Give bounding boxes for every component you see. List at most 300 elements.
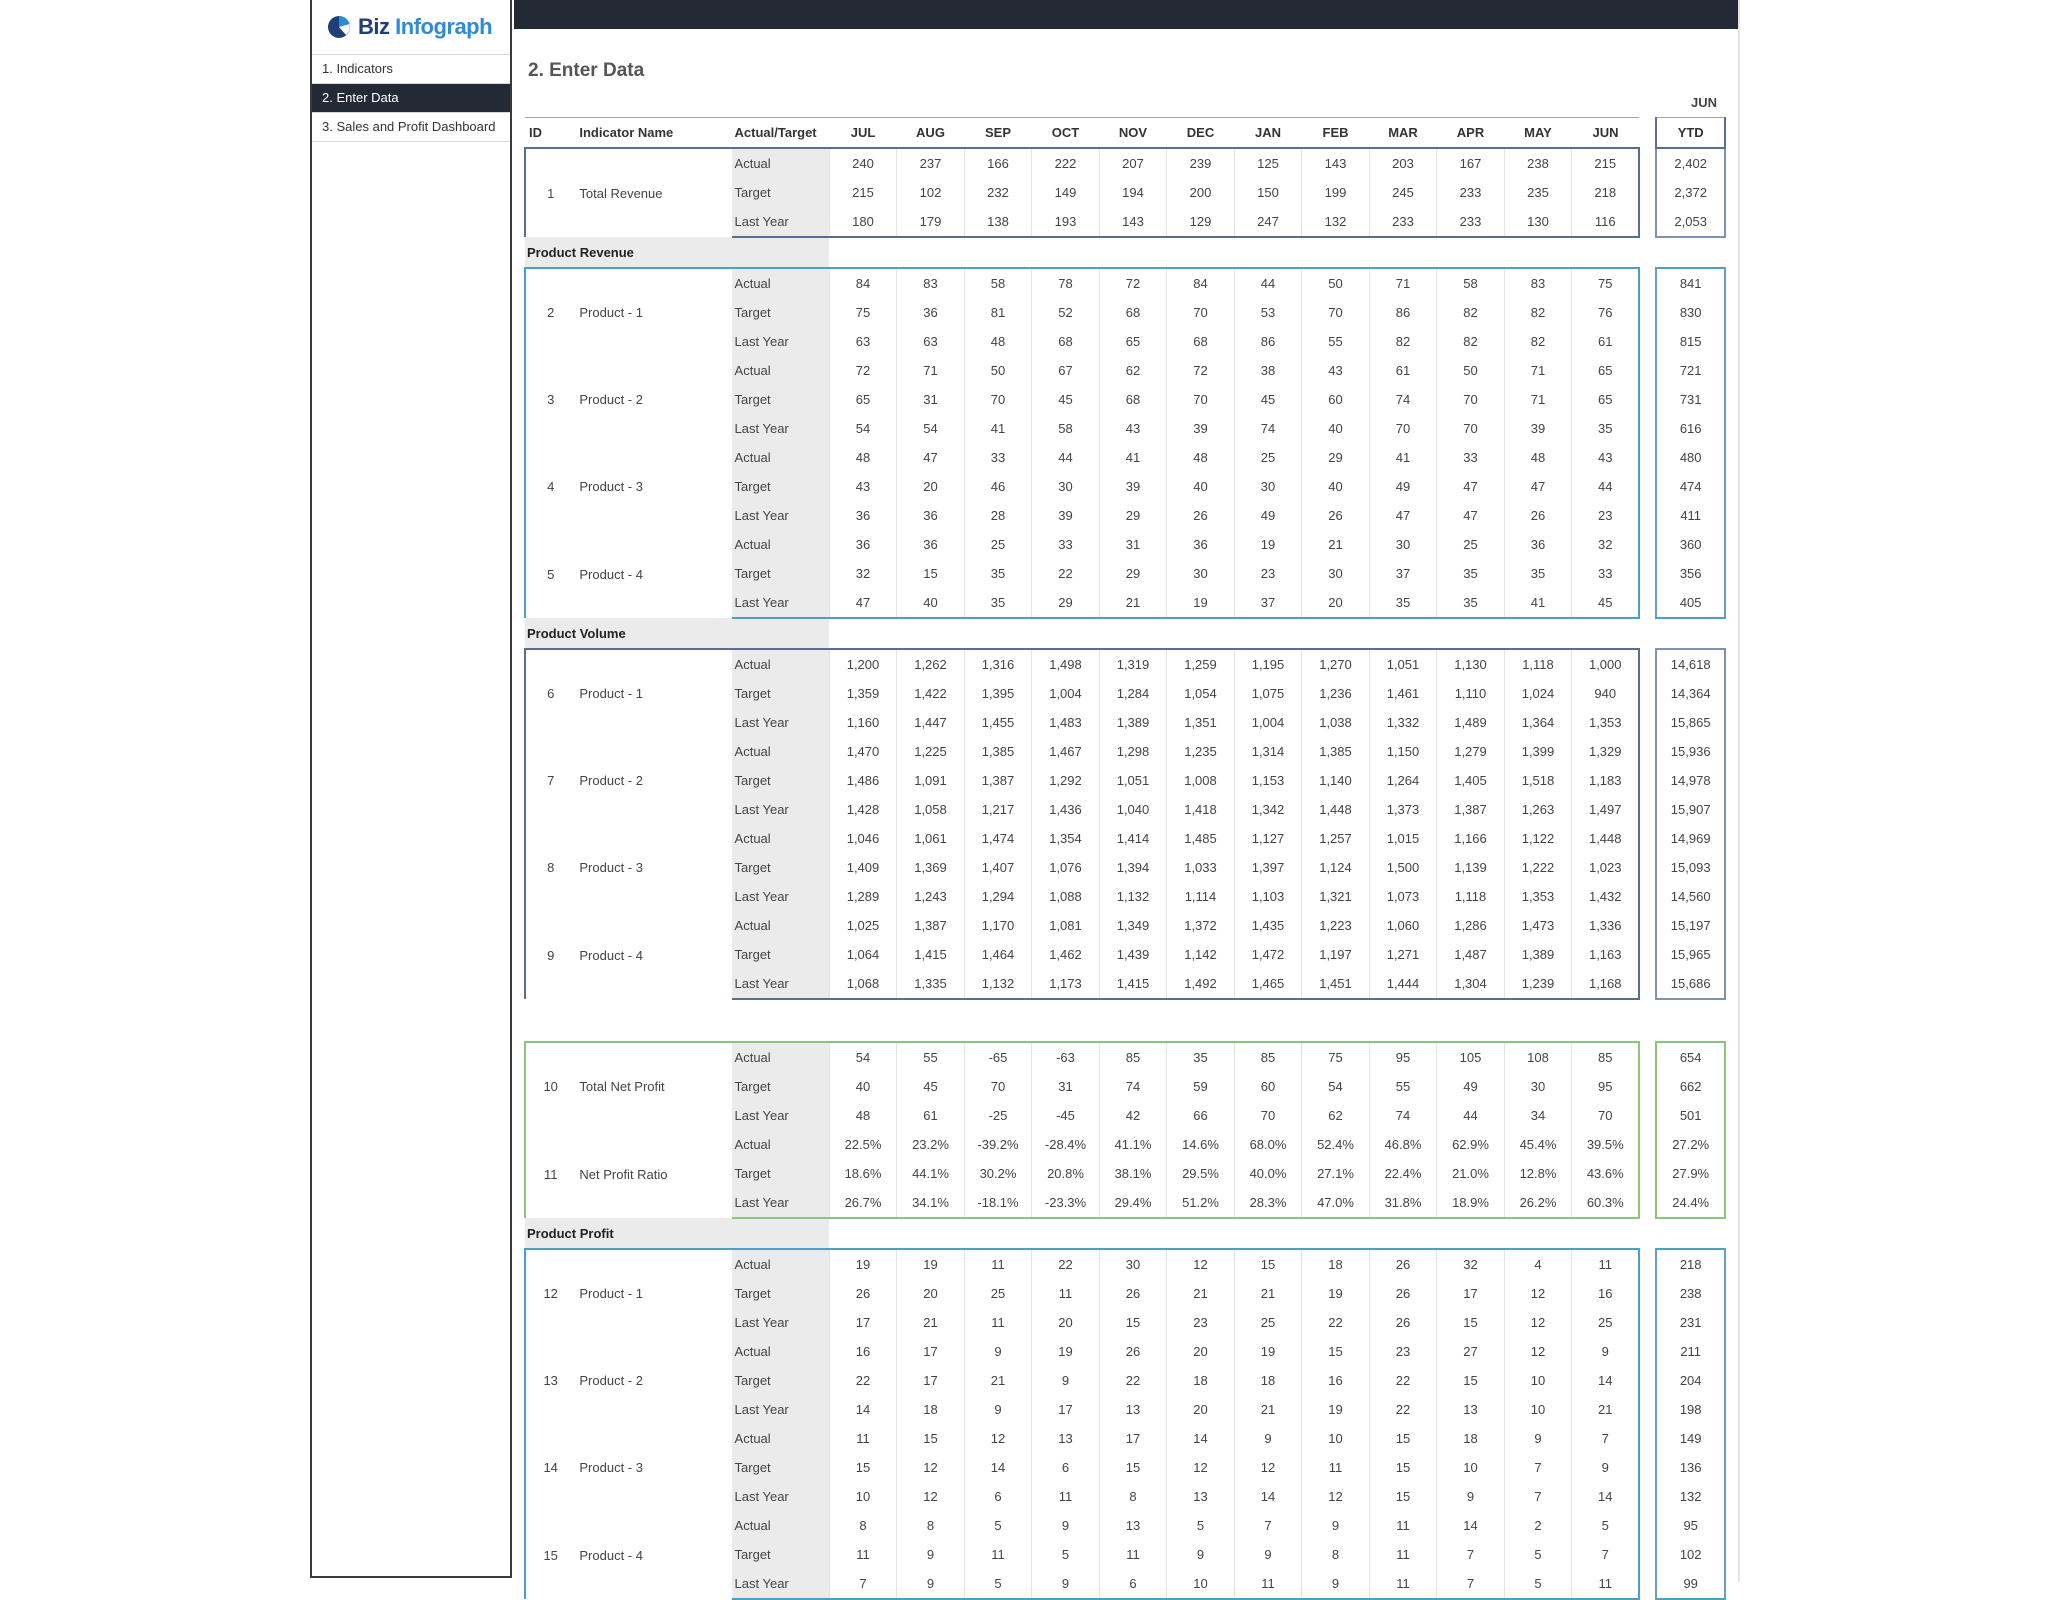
value-cell[interactable]: 1,432	[1572, 882, 1640, 911]
value-cell[interactable]: 7	[829, 1569, 897, 1599]
value-cell[interactable]: 74	[1234, 414, 1302, 443]
value-cell[interactable]: 7	[1504, 1482, 1572, 1511]
value-cell[interactable]: 14	[964, 1453, 1032, 1482]
value-cell[interactable]: 1,122	[1504, 824, 1572, 853]
value-cell[interactable]: 70	[1167, 385, 1235, 414]
value-cell[interactable]: 1,487	[1437, 940, 1505, 969]
logo[interactable]	[312, 0, 510, 55]
value-cell[interactable]: 35	[964, 588, 1032, 618]
value-cell[interactable]: 62	[1099, 356, 1167, 385]
value-cell[interactable]: 10	[1302, 1424, 1370, 1453]
value-cell[interactable]: 1,447	[897, 708, 965, 737]
value-cell[interactable]: 23	[1234, 559, 1302, 588]
value-cell[interactable]: 18	[1167, 1366, 1235, 1395]
value-cell[interactable]: 21	[964, 1366, 1032, 1395]
value-cell[interactable]: 35	[1504, 559, 1572, 588]
value-cell[interactable]: 240	[829, 148, 897, 178]
value-cell[interactable]: 1,439	[1099, 940, 1167, 969]
value-cell[interactable]: 1,239	[1504, 969, 1572, 999]
value-cell[interactable]: 1,387	[897, 911, 965, 940]
value-cell[interactable]: 9	[1437, 1482, 1505, 1511]
value-cell[interactable]: 58	[1032, 414, 1100, 443]
value-cell[interactable]: 6	[1099, 1569, 1167, 1599]
value-cell[interactable]: 47	[1437, 472, 1505, 501]
value-cell[interactable]: 1,060	[1369, 911, 1437, 940]
value-cell[interactable]: 78	[1032, 268, 1100, 298]
value-cell[interactable]: 54	[829, 414, 897, 443]
value-cell[interactable]: 44.1%	[897, 1159, 965, 1188]
value-cell[interactable]: 23	[1167, 1308, 1235, 1337]
value-cell[interactable]: 74	[1099, 1072, 1167, 1101]
value-cell[interactable]: 11	[964, 1308, 1032, 1337]
value-cell[interactable]: 26	[829, 1279, 897, 1308]
value-cell[interactable]: 48	[964, 327, 1032, 356]
value-cell[interactable]: 1,335	[897, 969, 965, 999]
value-cell[interactable]: 14	[1437, 1511, 1505, 1540]
value-cell[interactable]: -63	[1032, 1042, 1100, 1072]
value-cell[interactable]: 26	[1099, 1337, 1167, 1366]
value-cell[interactable]: 55	[1302, 327, 1370, 356]
value-cell[interactable]: 70	[1437, 385, 1505, 414]
value-cell[interactable]: 40	[1167, 472, 1235, 501]
value-cell[interactable]: 1,409	[829, 853, 897, 882]
value-cell[interactable]: 1,405	[1437, 766, 1505, 795]
value-cell[interactable]: 1,428	[829, 795, 897, 824]
value-cell[interactable]: 11	[1032, 1279, 1100, 1308]
value-cell[interactable]: 46	[964, 472, 1032, 501]
value-cell[interactable]: 36	[897, 298, 965, 327]
value-cell[interactable]: 33	[1437, 443, 1505, 472]
value-cell[interactable]: 27	[1437, 1337, 1505, 1366]
value-cell[interactable]: 1,033	[1167, 853, 1235, 882]
value-cell[interactable]: 84	[1167, 268, 1235, 298]
value-cell[interactable]: 30	[1302, 559, 1370, 588]
value-cell[interactable]: 17	[897, 1366, 965, 1395]
value-cell[interactable]: 12	[1504, 1279, 1572, 1308]
value-cell[interactable]: 1,329	[1572, 737, 1640, 766]
value-cell[interactable]: 47	[897, 443, 965, 472]
value-cell[interactable]: 1,075	[1234, 679, 1302, 708]
value-cell[interactable]: 82	[1504, 298, 1572, 327]
value-cell[interactable]: 22	[829, 1366, 897, 1395]
value-cell[interactable]: 25	[1234, 1308, 1302, 1337]
value-cell[interactable]: 31.8%	[1369, 1188, 1437, 1218]
value-cell[interactable]: 11	[1572, 1249, 1640, 1279]
value-cell[interactable]: 21	[1167, 1279, 1235, 1308]
value-cell[interactable]: 1,262	[897, 649, 965, 679]
value-cell[interactable]: 11	[1099, 1540, 1167, 1569]
value-cell[interactable]: 1,170	[964, 911, 1032, 940]
value-cell[interactable]: 44	[1437, 1101, 1505, 1130]
value-cell[interactable]: 26	[1167, 501, 1235, 530]
value-cell[interactable]: 49	[1369, 472, 1437, 501]
value-cell[interactable]: 1,369	[897, 853, 965, 882]
value-cell[interactable]: 19	[1032, 1337, 1100, 1366]
value-cell[interactable]: 81	[964, 298, 1032, 327]
value-cell[interactable]: 1,321	[1302, 882, 1370, 911]
value-cell[interactable]: 1,418	[1167, 795, 1235, 824]
value-cell[interactable]: 16	[1302, 1366, 1370, 1395]
value-cell[interactable]: 68	[1099, 385, 1167, 414]
value-cell[interactable]: 37	[1234, 588, 1302, 618]
value-cell[interactable]: 1,336	[1572, 911, 1640, 940]
value-cell[interactable]: 1,076	[1032, 853, 1100, 882]
value-cell[interactable]: 31	[1099, 530, 1167, 559]
value-cell[interactable]: 19	[1234, 1337, 1302, 1366]
value-cell[interactable]: 33	[1032, 530, 1100, 559]
value-cell[interactable]: 167	[1437, 148, 1505, 178]
value-cell[interactable]: 233	[1437, 178, 1505, 207]
value-cell[interactable]: 1,073	[1369, 882, 1437, 911]
value-cell[interactable]: 1,163	[1572, 940, 1640, 969]
value-cell[interactable]: 1,225	[897, 737, 965, 766]
value-cell[interactable]: 26.2%	[1504, 1188, 1572, 1218]
value-cell[interactable]: 215	[829, 178, 897, 207]
value-cell[interactable]: 17	[1437, 1279, 1505, 1308]
value-cell[interactable]: 1,289	[829, 882, 897, 911]
value-cell[interactable]: 14	[1572, 1482, 1640, 1511]
value-cell[interactable]: 36	[897, 501, 965, 530]
value-cell[interactable]: 17	[1099, 1424, 1167, 1453]
value-cell[interactable]: 9	[1572, 1453, 1640, 1482]
value-cell[interactable]: 48	[829, 443, 897, 472]
value-cell[interactable]: 9	[1234, 1540, 1302, 1569]
value-cell[interactable]: 33	[1572, 559, 1640, 588]
value-cell[interactable]: 60	[1234, 1072, 1302, 1101]
value-cell[interactable]: 29	[1099, 501, 1167, 530]
value-cell[interactable]: 35	[1437, 588, 1505, 618]
value-cell[interactable]: 68	[1099, 298, 1167, 327]
value-cell[interactable]: 67	[1032, 356, 1100, 385]
value-cell[interactable]: 1,314	[1234, 737, 1302, 766]
value-cell[interactable]: 15	[1437, 1308, 1505, 1337]
value-cell[interactable]: 11	[1302, 1453, 1370, 1482]
value-cell[interactable]: 194	[1099, 178, 1167, 207]
value-cell[interactable]: 1,118	[1437, 882, 1505, 911]
value-cell[interactable]: 1,127	[1234, 824, 1302, 853]
value-cell[interactable]: 1,395	[964, 679, 1032, 708]
value-cell[interactable]: 1,004	[1234, 708, 1302, 737]
value-cell[interactable]: 72	[1099, 268, 1167, 298]
value-cell[interactable]: 1,064	[829, 940, 897, 969]
value-cell[interactable]: 1,023	[1572, 853, 1640, 882]
value-cell[interactable]: 7	[1437, 1540, 1505, 1569]
value-cell[interactable]: 132	[1302, 207, 1370, 237]
value-cell[interactable]: 28.3%	[1234, 1188, 1302, 1218]
value-cell[interactable]: 42	[1099, 1101, 1167, 1130]
value-cell[interactable]: 9	[1572, 1337, 1640, 1366]
value-cell[interactable]: 125	[1234, 148, 1302, 178]
value-cell[interactable]: 62	[1302, 1101, 1370, 1130]
value-cell[interactable]: 11	[829, 1540, 897, 1569]
value-cell[interactable]: 68	[1032, 327, 1100, 356]
value-cell[interactable]: 21.0%	[1437, 1159, 1505, 1188]
value-cell[interactable]: 1,387	[964, 766, 1032, 795]
value-cell[interactable]: 20	[897, 1279, 965, 1308]
value-cell[interactable]: 11	[1369, 1540, 1437, 1569]
value-cell[interactable]: 1,422	[897, 679, 965, 708]
value-cell[interactable]: 1,173	[1032, 969, 1100, 999]
value-cell[interactable]: 29	[1302, 443, 1370, 472]
value-cell[interactable]: 36	[829, 530, 897, 559]
value-cell[interactable]: 54	[1302, 1072, 1370, 1101]
value-cell[interactable]: 71	[1504, 356, 1572, 385]
value-cell[interactable]: 22	[1369, 1366, 1437, 1395]
value-cell[interactable]: 20	[897, 472, 965, 501]
value-cell[interactable]: 203	[1369, 148, 1437, 178]
value-cell[interactable]: 12	[964, 1424, 1032, 1453]
value-cell[interactable]: 95	[1369, 1042, 1437, 1072]
value-cell[interactable]: 52.4%	[1302, 1130, 1370, 1159]
value-cell[interactable]: 1,359	[829, 679, 897, 708]
value-cell[interactable]: 1,217	[964, 795, 1032, 824]
value-cell[interactable]: 1,168	[1572, 969, 1640, 999]
value-cell[interactable]: 18	[1437, 1424, 1505, 1453]
value-cell[interactable]: 207	[1099, 148, 1167, 178]
value-cell[interactable]: 15	[1369, 1424, 1437, 1453]
value-cell[interactable]: 1,140	[1302, 766, 1370, 795]
value-cell[interactable]: 48	[829, 1101, 897, 1130]
value-cell[interactable]: 19	[1167, 588, 1235, 618]
value-cell[interactable]: 13	[1167, 1482, 1235, 1511]
value-cell[interactable]: 63	[829, 327, 897, 356]
value-cell[interactable]: 18	[897, 1395, 965, 1424]
value-cell[interactable]: 20	[1032, 1308, 1100, 1337]
value-cell[interactable]: 22.4%	[1369, 1159, 1437, 1188]
value-cell[interactable]: 25	[964, 530, 1032, 559]
value-cell[interactable]: 15	[897, 559, 965, 588]
value-cell[interactable]: 1,332	[1369, 708, 1437, 737]
value-cell[interactable]: 60	[1302, 385, 1370, 414]
value-cell[interactable]: 1,132	[1099, 882, 1167, 911]
value-cell[interactable]: 66	[1167, 1101, 1235, 1130]
value-cell[interactable]: 71	[1369, 268, 1437, 298]
value-cell[interactable]: 62.9%	[1437, 1130, 1505, 1159]
value-cell[interactable]: 18	[1302, 1249, 1370, 1279]
value-cell[interactable]: 70	[1234, 1101, 1302, 1130]
value-cell[interactable]: 11	[829, 1424, 897, 1453]
value-cell[interactable]: 1,349	[1099, 911, 1167, 940]
value-cell[interactable]: 36	[897, 530, 965, 559]
value-cell[interactable]: 1,489	[1437, 708, 1505, 737]
value-cell[interactable]: 50	[964, 356, 1032, 385]
value-cell[interactable]: 15	[1369, 1482, 1437, 1511]
value-cell[interactable]: 85	[1234, 1042, 1302, 1072]
value-cell[interactable]: -25	[964, 1101, 1032, 1130]
value-cell[interactable]: 72	[829, 356, 897, 385]
value-cell[interactable]: 1,061	[897, 824, 965, 853]
value-cell[interactable]: 1,008	[1167, 766, 1235, 795]
value-cell[interactable]: 61	[1369, 356, 1437, 385]
value-cell[interactable]: 1,373	[1369, 795, 1437, 824]
value-cell[interactable]: 30	[1369, 530, 1437, 559]
value-cell[interactable]: 74	[1369, 1101, 1437, 1130]
value-cell[interactable]: 13	[1099, 1395, 1167, 1424]
value-cell[interactable]: 31	[897, 385, 965, 414]
value-cell[interactable]: 1,292	[1032, 766, 1100, 795]
value-cell[interactable]: 29	[1032, 588, 1100, 618]
value-cell[interactable]: 1,364	[1504, 708, 1572, 737]
value-cell[interactable]: 83	[897, 268, 965, 298]
value-cell[interactable]: 9	[1302, 1511, 1370, 1540]
value-cell[interactable]: 1,448	[1572, 824, 1640, 853]
value-cell[interactable]: 14	[1234, 1482, 1302, 1511]
value-cell[interactable]: 25	[964, 1279, 1032, 1308]
value-cell[interactable]: 17	[829, 1308, 897, 1337]
value-cell[interactable]: 1,319	[1099, 649, 1167, 679]
value-cell[interactable]: 26.7%	[829, 1188, 897, 1218]
value-cell[interactable]: 21	[1234, 1279, 1302, 1308]
value-cell[interactable]: 22	[1032, 559, 1100, 588]
value-cell[interactable]: 85	[1572, 1042, 1640, 1072]
value-cell[interactable]: 1,197	[1302, 940, 1370, 969]
value-cell[interactable]: 116	[1572, 207, 1640, 237]
sidebar-item-sales-profit-dashboard[interactable]: 3. Sales and Profit Dashboard	[312, 113, 510, 142]
value-cell[interactable]: 14	[1167, 1424, 1235, 1453]
value-cell[interactable]: 1,024	[1504, 679, 1572, 708]
value-cell[interactable]: 1,470	[829, 737, 897, 766]
value-cell[interactable]: 5	[964, 1511, 1032, 1540]
value-cell[interactable]: 7	[1234, 1511, 1302, 1540]
value-cell[interactable]: 1,387	[1437, 795, 1505, 824]
value-cell[interactable]: 30	[1032, 472, 1100, 501]
value-cell[interactable]: 7	[1437, 1569, 1505, 1599]
value-cell[interactable]: 21	[1572, 1395, 1640, 1424]
value-cell[interactable]: 15	[1302, 1337, 1370, 1366]
value-cell[interactable]: 1,270	[1302, 649, 1370, 679]
value-cell[interactable]: 70	[1167, 298, 1235, 327]
value-cell[interactable]: 15	[1437, 1366, 1505, 1395]
value-cell[interactable]: 29.4%	[1099, 1188, 1167, 1218]
value-cell[interactable]: 16	[829, 1337, 897, 1366]
value-cell[interactable]: 70	[964, 1072, 1032, 1101]
value-cell[interactable]: 70	[1437, 414, 1505, 443]
value-cell[interactable]: 1,485	[1167, 824, 1235, 853]
value-cell[interactable]: 47.0%	[1302, 1188, 1370, 1218]
value-cell[interactable]: 1,264	[1369, 766, 1437, 795]
value-cell[interactable]: 19	[1302, 1279, 1370, 1308]
value-cell[interactable]: 23	[1572, 501, 1640, 530]
value-cell[interactable]: 40	[897, 588, 965, 618]
value-cell[interactable]: 11	[1369, 1569, 1437, 1599]
value-cell[interactable]: 60.3%	[1572, 1188, 1640, 1218]
value-cell[interactable]: 45	[1234, 385, 1302, 414]
value-cell[interactable]: 30.2%	[964, 1159, 1032, 1188]
value-cell[interactable]: 43	[829, 472, 897, 501]
value-cell[interactable]: 9	[1032, 1366, 1100, 1395]
value-cell[interactable]: 30	[1167, 559, 1235, 588]
value-cell[interactable]: 70	[964, 385, 1032, 414]
value-cell[interactable]: 1,015	[1369, 824, 1437, 853]
value-cell[interactable]: 12	[1504, 1308, 1572, 1337]
value-cell[interactable]: 26	[1369, 1308, 1437, 1337]
value-cell[interactable]: 1,068	[829, 969, 897, 999]
value-cell[interactable]: 20	[1302, 588, 1370, 618]
value-cell[interactable]: 1,263	[1504, 795, 1572, 824]
value-cell[interactable]: 86	[1234, 327, 1302, 356]
value-cell[interactable]: 44	[1032, 443, 1100, 472]
value-cell[interactable]: 58	[964, 268, 1032, 298]
value-cell[interactable]: 53	[1234, 298, 1302, 327]
value-cell[interactable]: 6	[1032, 1453, 1100, 1482]
value-cell[interactable]: 35	[964, 559, 1032, 588]
value-cell[interactable]: 68	[1167, 327, 1235, 356]
value-cell[interactable]: 1,435	[1234, 911, 1302, 940]
value-cell[interactable]: 41	[964, 414, 1032, 443]
value-cell[interactable]: 6	[964, 1482, 1032, 1511]
value-cell[interactable]: 29	[1099, 559, 1167, 588]
value-cell[interactable]: 41	[1099, 443, 1167, 472]
value-cell[interactable]: 22	[1302, 1308, 1370, 1337]
value-cell[interactable]: 55	[897, 1042, 965, 1072]
value-cell[interactable]: 1,160	[829, 708, 897, 737]
value-cell[interactable]: 36	[1167, 530, 1235, 559]
value-cell[interactable]: 48	[1504, 443, 1572, 472]
value-cell[interactable]: 2	[1504, 1511, 1572, 1540]
value-cell[interactable]: 1,444	[1369, 969, 1437, 999]
value-cell[interactable]: 84	[829, 268, 897, 298]
value-cell[interactable]: 1,150	[1369, 737, 1437, 766]
value-cell[interactable]: 9	[1234, 1424, 1302, 1453]
value-cell[interactable]: 21	[897, 1308, 965, 1337]
value-cell[interactable]: 26	[1302, 501, 1370, 530]
value-cell[interactable]: 63	[897, 327, 965, 356]
value-cell[interactable]: 12	[1302, 1482, 1370, 1511]
value-cell[interactable]: 1,474	[964, 824, 1032, 853]
value-cell[interactable]: 5	[1572, 1511, 1640, 1540]
value-cell[interactable]: 238	[1504, 148, 1572, 178]
value-cell[interactable]: 5	[1504, 1569, 1572, 1599]
value-cell[interactable]: 33	[964, 443, 1032, 472]
value-cell[interactable]: 39.5%	[1572, 1130, 1640, 1159]
value-cell[interactable]: 49	[1437, 1072, 1505, 1101]
value-cell[interactable]: 12	[1167, 1249, 1235, 1279]
value-cell[interactable]: 32	[1437, 1249, 1505, 1279]
value-cell[interactable]: 9	[1504, 1424, 1572, 1453]
value-cell[interactable]: 12	[1504, 1337, 1572, 1366]
value-cell[interactable]: 40.0%	[1234, 1159, 1302, 1188]
value-cell[interactable]: 41	[1369, 443, 1437, 472]
value-cell[interactable]: 17	[897, 1337, 965, 1366]
value-cell[interactable]: 1,353	[1572, 708, 1640, 737]
value-cell[interactable]: 8	[829, 1511, 897, 1540]
value-cell[interactable]: 8	[1099, 1482, 1167, 1511]
value-cell[interactable]: 1,038	[1302, 708, 1370, 737]
value-cell[interactable]: 1,304	[1437, 969, 1505, 999]
value-cell[interactable]: 34.1%	[897, 1188, 965, 1218]
value-cell[interactable]: 76	[1572, 298, 1640, 327]
value-cell[interactable]: 30	[1099, 1249, 1167, 1279]
value-cell[interactable]: 65	[829, 385, 897, 414]
value-cell[interactable]: 1,465	[1234, 969, 1302, 999]
value-cell[interactable]: 58	[1437, 268, 1505, 298]
value-cell[interactable]: 21	[1234, 1395, 1302, 1424]
value-cell[interactable]: 1,472	[1234, 940, 1302, 969]
value-cell[interactable]: 1,461	[1369, 679, 1437, 708]
value-cell[interactable]: 199	[1302, 178, 1370, 207]
value-cell[interactable]: 83	[1504, 268, 1572, 298]
value-cell[interactable]: 1,166	[1437, 824, 1505, 853]
value-cell[interactable]: 1,464	[964, 940, 1032, 969]
value-cell[interactable]: 19	[829, 1249, 897, 1279]
value-cell[interactable]: 1,486	[829, 766, 897, 795]
value-cell[interactable]: 1,298	[1099, 737, 1167, 766]
value-cell[interactable]: 1,051	[1369, 649, 1437, 679]
value-cell[interactable]: 61	[897, 1101, 965, 1130]
value-cell[interactable]: 1,414	[1099, 824, 1167, 853]
value-cell[interactable]: 9	[1167, 1540, 1235, 1569]
value-cell[interactable]: 1,236	[1302, 679, 1370, 708]
